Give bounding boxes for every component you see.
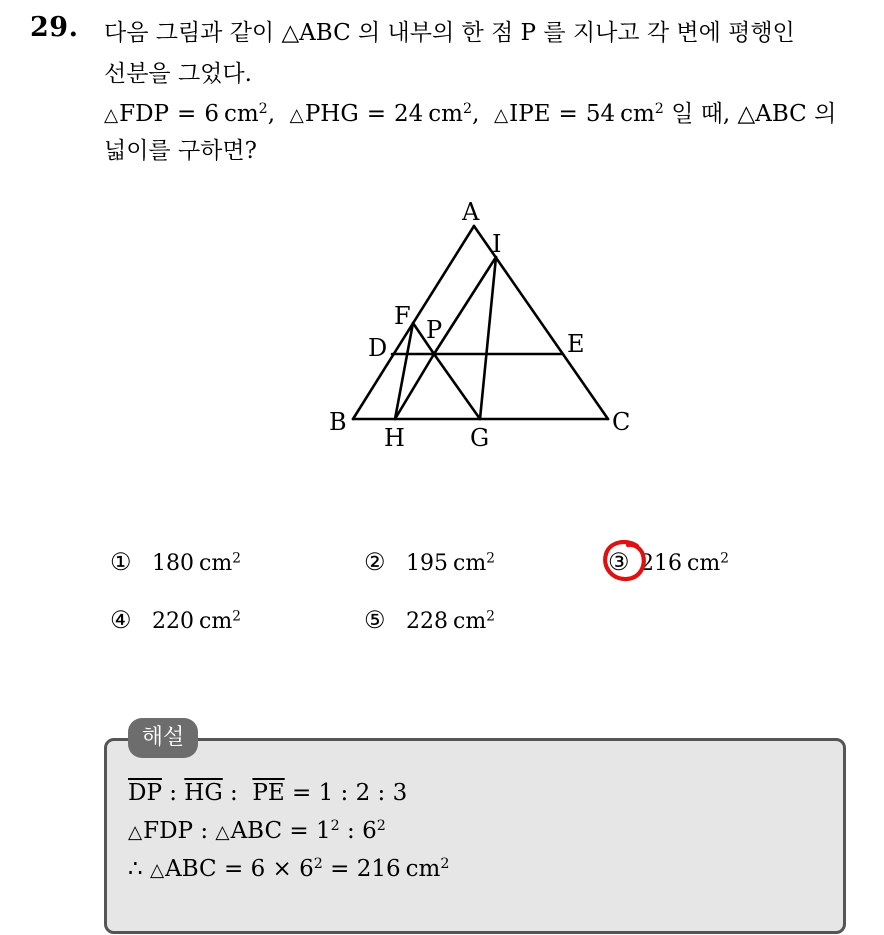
question-text-line-4: 넓이를 구하면? <box>104 138 257 164</box>
solution-line-2 <box>128 818 386 844</box>
ratio-colon: : <box>347 818 355 844</box>
area-expression: 6 × 6 <box>250 856 314 882</box>
choice-number: ④ <box>110 606 132 634</box>
segment-hg: $\overline{HG}$ <box>184 780 223 806</box>
choice-4[interactable] <box>110 606 241 634</box>
triangle-symbol: △ <box>149 860 165 881</box>
question-tail: 일 때, △ABC 의 <box>671 101 837 127</box>
area-value: 6 <box>204 101 219 127</box>
triangle-symbol: △ <box>494 105 509 126</box>
unit-exponent: 2 <box>654 101 664 118</box>
choice-value: 228 <box>406 609 448 634</box>
segment-pe: $\overline{PE}$ <box>252 780 285 806</box>
question-text-line-1: 다음 그림과 같이 △ABC 의 내부의 한 점 P 를 지나고 각 변에 평행인 <box>104 20 795 46</box>
equals-sign: = <box>223 856 244 882</box>
separator: , <box>267 101 276 127</box>
area-value: 54 <box>585 101 616 127</box>
equals-sign: = <box>366 101 387 127</box>
label-h: H <box>384 424 405 452</box>
choice-unit: cm <box>687 551 721 576</box>
ratio-colon: : <box>169 780 177 806</box>
label-i: I <box>492 230 502 258</box>
ratio-result: = 1 : 2 : 3 <box>292 780 408 806</box>
choice-exponent: 2 <box>232 608 241 625</box>
answer-mark-stroke <box>605 542 644 579</box>
choice-5[interactable] <box>364 606 495 634</box>
unit-exponent: 2 <box>440 856 450 873</box>
solution-line-3 <box>128 856 449 882</box>
therefore-symbol: ∴ <box>128 856 143 882</box>
label-c: C <box>612 408 631 436</box>
label-e: E <box>567 330 585 358</box>
segment-ig <box>480 257 496 419</box>
choice-exponent: 2 <box>720 550 729 567</box>
ratio-base: 1 <box>316 818 331 844</box>
choice-value: 180 <box>152 551 194 576</box>
label-p: P <box>426 316 443 344</box>
equals-sign: = <box>289 818 309 844</box>
ratio-colon: : <box>200 818 209 844</box>
unit-exponent: 2 <box>258 101 268 118</box>
equals-sign: = <box>177 101 197 127</box>
triangle-name: IPE <box>509 101 551 127</box>
choice-value: 195 <box>406 551 448 576</box>
triangle-symbol: △ <box>104 105 119 126</box>
choice-number: ⑤ <box>364 606 386 634</box>
triangle-symbol: △ <box>215 822 230 843</box>
equals-sign: = <box>330 856 350 882</box>
area-unit: cm <box>405 856 441 882</box>
question-text-line-3 <box>104 95 836 128</box>
label-f: F <box>394 302 411 330</box>
choice-unit: cm <box>453 609 487 634</box>
solution-line-1 <box>128 780 407 806</box>
choice-exponent: 2 <box>486 550 495 567</box>
triangle-name: ABC <box>230 818 283 844</box>
triangle-symbol: △ <box>289 105 304 126</box>
ratio-base: 6 <box>362 818 377 844</box>
triangle-symbol: △ <box>128 822 143 843</box>
area-unit: cm <box>428 101 463 127</box>
choice-unit: cm <box>199 551 233 576</box>
choice-number: ① <box>110 548 132 576</box>
ratio-exponent: 2 <box>376 818 386 835</box>
choice-2[interactable] <box>364 548 495 576</box>
expression-exponent: 2 <box>313 856 323 873</box>
label-b: B <box>329 408 347 436</box>
choice-value: 216 <box>640 551 682 576</box>
question-number: 29. <box>30 12 79 43</box>
area-unit: cm <box>620 101 655 127</box>
choice-1[interactable] <box>110 548 241 576</box>
answer-mark-circle-icon <box>601 538 649 584</box>
choice-unit: cm <box>199 609 233 634</box>
triangle-name: FDP <box>119 101 170 127</box>
question-text-line-2: 선분을 그었다. <box>104 61 252 87</box>
unit-exponent: 2 <box>463 101 473 118</box>
label-g: G <box>470 424 490 452</box>
choice-unit: cm <box>453 551 487 576</box>
separator: , <box>472 101 480 127</box>
label-d: D <box>368 334 388 362</box>
choice-number: ② <box>364 548 386 576</box>
triangle-name: PHG <box>304 101 359 127</box>
area-value: 24 <box>394 101 424 127</box>
solution-tag: 해설 <box>128 718 198 758</box>
area-unit: cm <box>223 101 259 127</box>
ratio-exponent: 2 <box>330 818 340 835</box>
equals-sign: = <box>558 101 578 127</box>
choice-number: ③ <box>608 548 630 576</box>
choice-exponent: 2 <box>232 550 241 567</box>
choice-value: 220 <box>152 609 194 634</box>
ratio-colon: : <box>230 780 238 806</box>
area-result: 216 <box>356 856 401 882</box>
choice-exponent: 2 <box>486 608 495 625</box>
triangle-figure <box>320 190 650 460</box>
label-a: A <box>462 198 480 226</box>
segment-dp: $\overline{DP}$ <box>128 780 162 806</box>
segment-pg <box>434 354 480 419</box>
triangle-name: FDP <box>143 818 194 844</box>
triangle-name: ABC <box>165 856 217 882</box>
